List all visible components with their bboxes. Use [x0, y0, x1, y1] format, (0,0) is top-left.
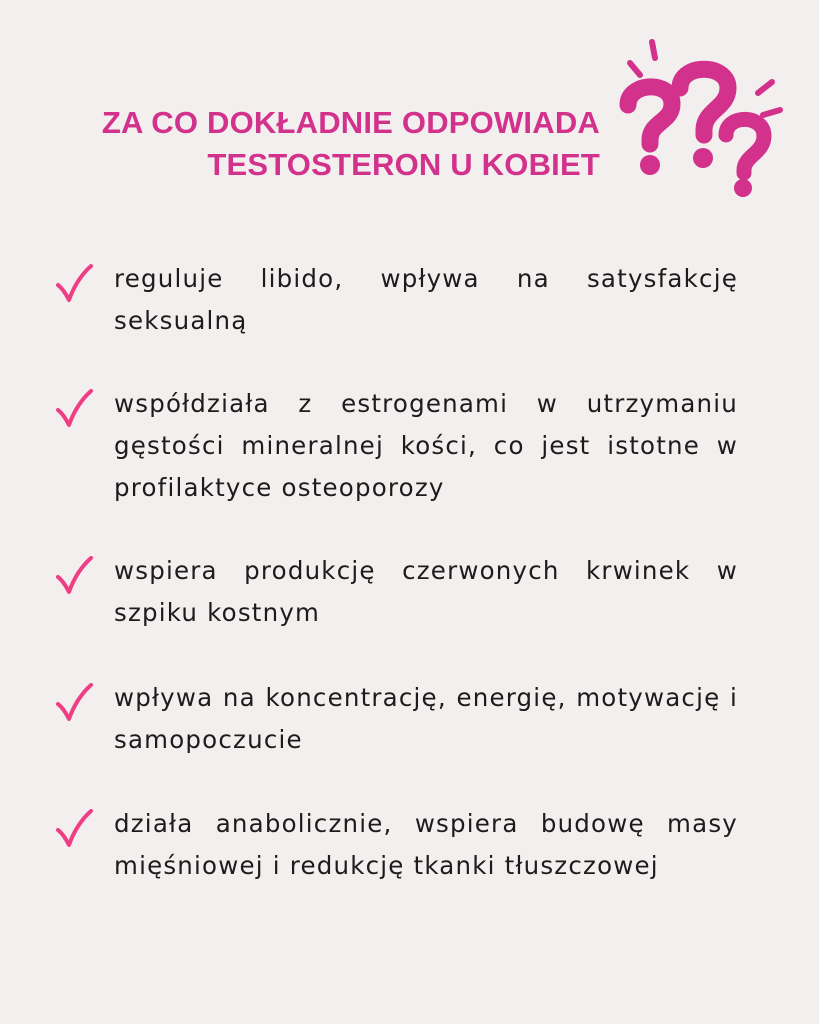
- page-title-line-1: ZA CO DOKŁADNIE ODPOWIADA: [101, 105, 600, 140]
- list-item-text: działa anabolicznie, wspiera budowę masy mięśniowej i redukcję tkanki tłuszczowej: [114, 809, 738, 880]
- checkmark-icon: [54, 389, 94, 429]
- page-title-line-2: TESTOSTERON U KOBIET: [207, 147, 600, 182]
- list-item-text: reguluje libido, wpływa na satysfakcję seksualną: [114, 264, 738, 335]
- list-item-text: wspiera produkcję czerwonych krwinek w szpiku kostnym: [114, 556, 738, 627]
- list-item-text: wpływa na koncentrację, energię, motywację i samopoczucie: [114, 683, 738, 754]
- page-title: [0, 102, 600, 186]
- question-marks-icon: [600, 30, 800, 205]
- list-item-text: współdziała z estrogenami w utrzymaniu gęstości mineralnej kości, co jest istotne w profilaktyce osteoporozy: [114, 389, 738, 502]
- checkmark-icon: [54, 809, 94, 849]
- checkmark-icon: [54, 683, 94, 723]
- checkmark-icon: [54, 264, 94, 304]
- checkmark-icon: [54, 556, 94, 596]
